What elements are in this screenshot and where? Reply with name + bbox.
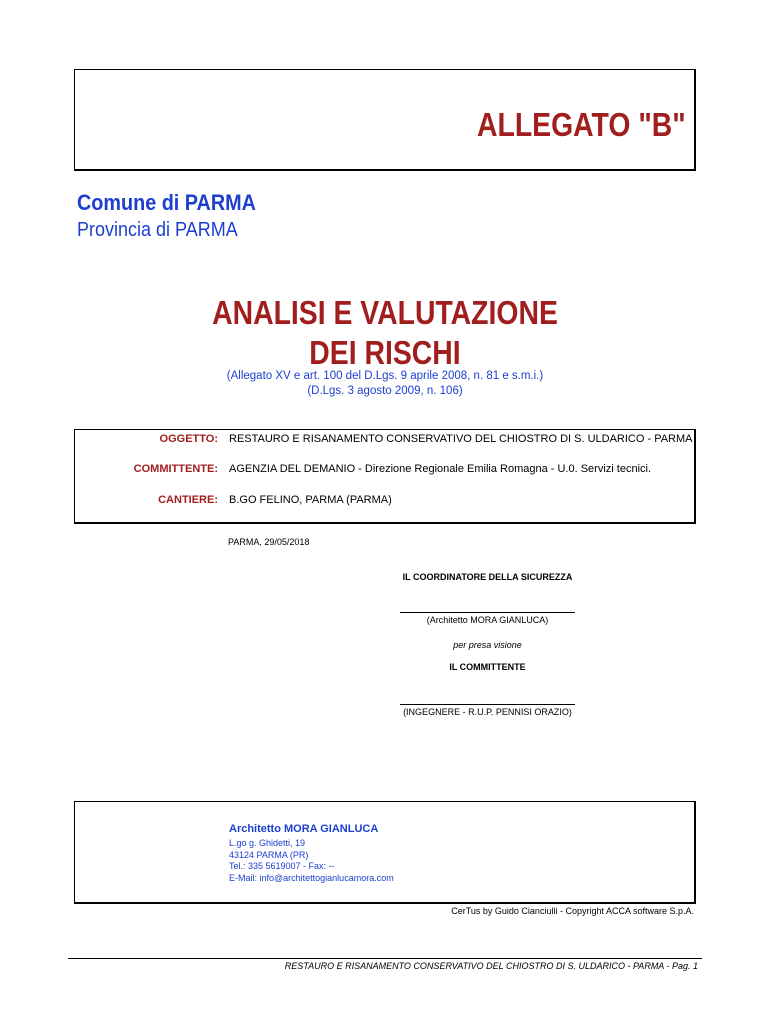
provincia-name: Provincia di PARMA [77, 219, 238, 241]
committente-title: IL COMMITTENTE [449, 662, 526, 672]
comune-name: Comune di PARMA [77, 190, 256, 215]
committente-label: COMMITTENTE: [133, 463, 218, 475]
legal-reference-1: (Allegato XV e art. 100 del D.Lgs. 9 aprile 2008, n. 81 e s.m.i.) [226, 370, 544, 382]
signature-line-coordinatore [400, 612, 575, 613]
project-info-box [74, 429, 696, 524]
architect-name: Architetto MORA GIANLUCA [229, 823, 379, 835]
allegato-title: ALLEGATO "B" [477, 106, 686, 143]
software-credit: CerTus by Guido Cianciulli - Copyright ACCA software S.p.A. [451, 906, 694, 916]
coordinatore-name: (Architetto MORA GIANLUCA) [426, 615, 549, 625]
architect-phone: Tel.: 335 5619007 - Fax: -- [229, 861, 335, 871]
oggetto-value: RESTAURO E RISANAMENTO CONSERVATIVO DEL CHIOSTRO DI S. ULDARICO - PARMA [229, 433, 693, 445]
architect-address-2: 43124 PARMA (PR) [229, 850, 309, 860]
committente-name: (INGEGNERE - R.U.P. PENNISI ORAZIO) [403, 707, 572, 717]
architect-email: E-Mail: info@architettogianlucamora.com [229, 873, 394, 883]
footer-rule [68, 958, 702, 959]
signature-line-committente [400, 704, 575, 705]
cantiere-label: CANTIERE: [158, 494, 218, 506]
committente-value: AGENZIA DEL DEMANIO - Direzione Regionale Emilia Romagna - U.0. Servizi tecnici. [229, 463, 652, 475]
per-presa-visione: per presa visione [453, 640, 522, 650]
architect-address-1: L.go g. Ghidetti, 19 [229, 838, 306, 848]
coordinatore-title: IL COORDINATORE DELLA SICUREZZA [402, 572, 573, 582]
document-title-line2: DEI RISCHI [309, 334, 461, 371]
place-date: PARMA, 29/05/2018 [228, 537, 310, 547]
oggetto-label: OGGETTO: [159, 433, 218, 445]
document-title-line1: ANALISI E VALUTAZIONE [212, 294, 558, 331]
legal-reference-2: (D.Lgs. 3 agosto 2009, n. 106) [307, 385, 463, 397]
header-box [74, 69, 696, 171]
architect-box [74, 801, 696, 904]
cantiere-value: B.GO FELINO, PARMA (PARMA) [229, 494, 392, 506]
page-footer: RESTAURO E RISANAMENTO CONSERVATIVO DEL CHIOSTRO DI S. ULDARICO - PARMA - Pag. 1 [284, 961, 698, 971]
